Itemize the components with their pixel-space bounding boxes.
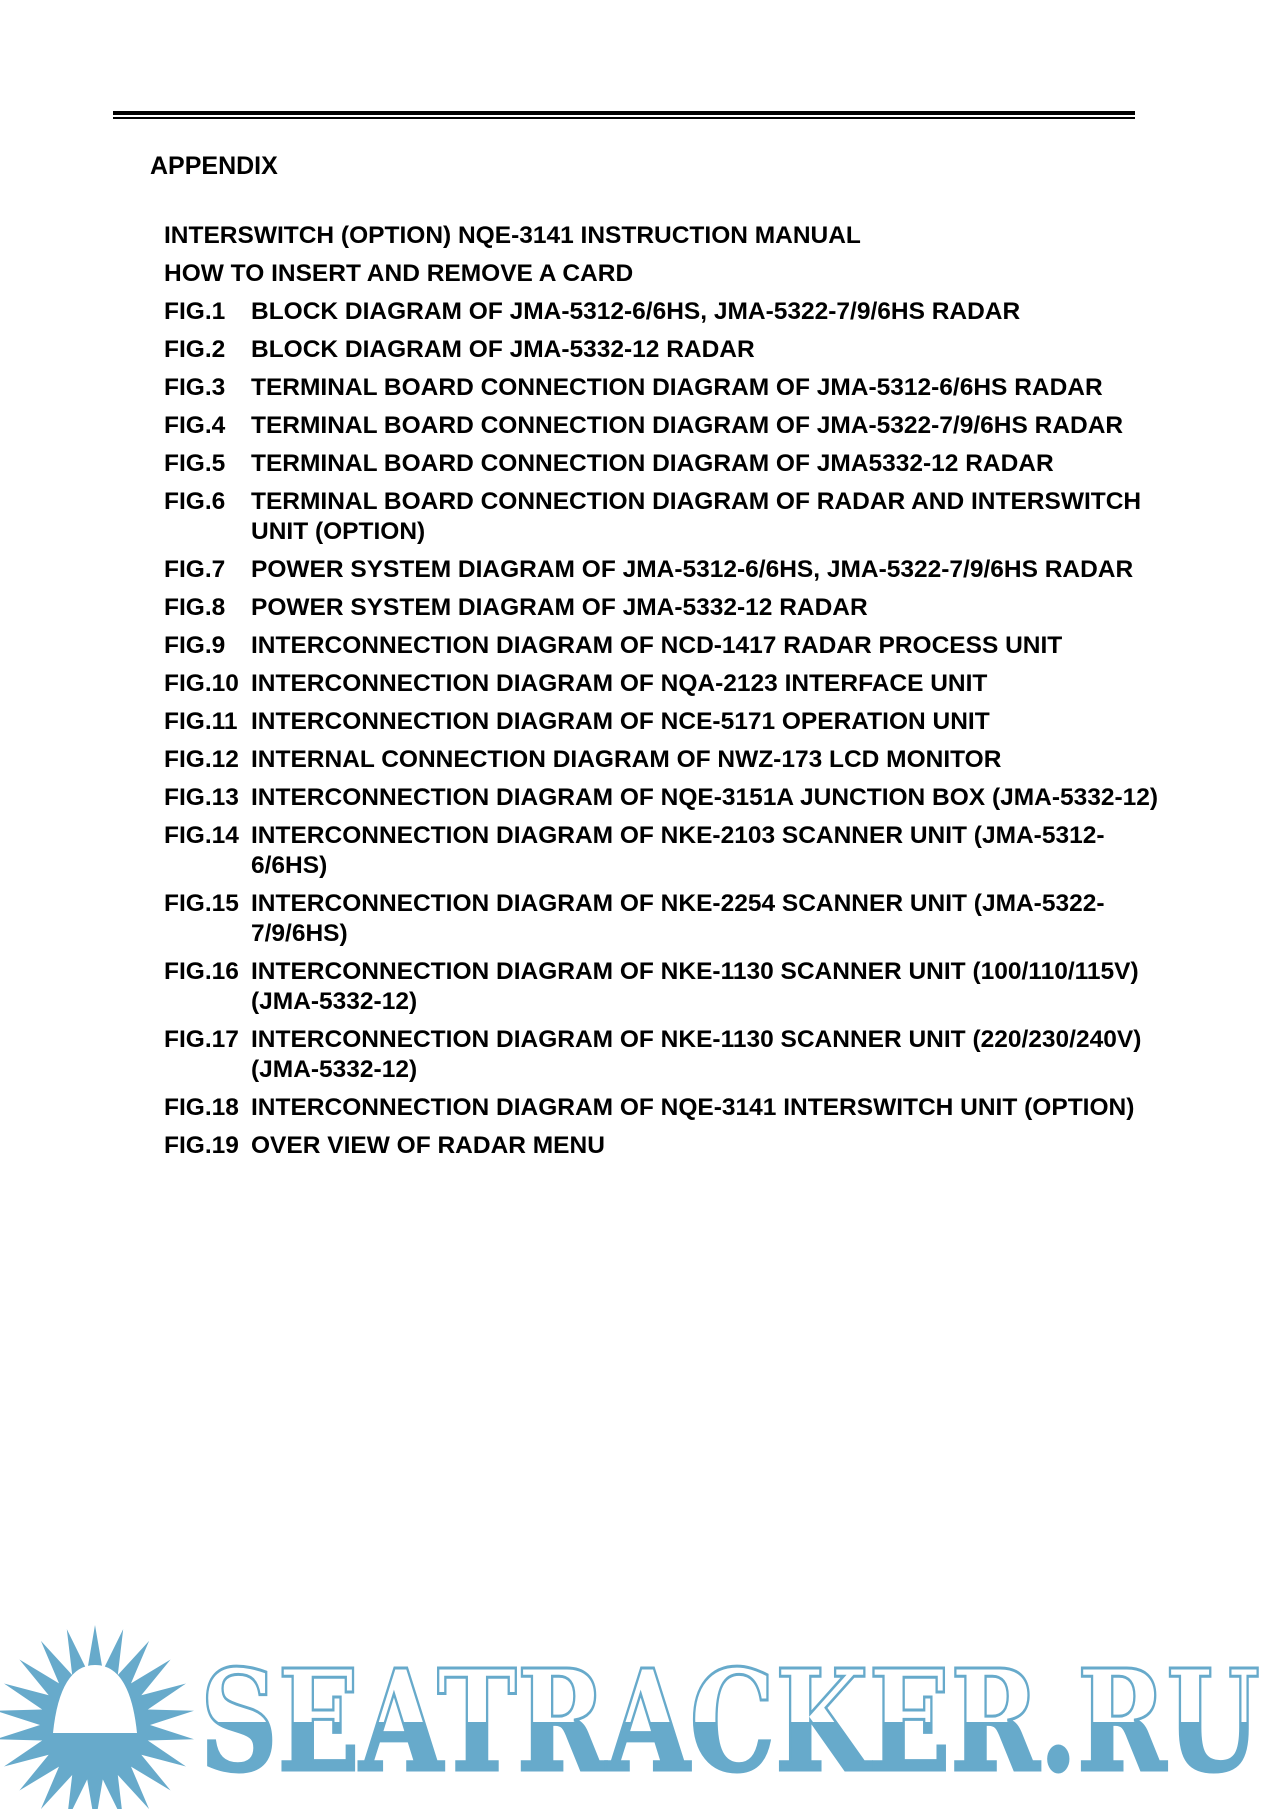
figure-title: POWER SYSTEM DIAGRAM OF JMA-5312-6/6HS, JMA-5322-7/9/6HS RADAR xyxy=(251,556,1134,583)
seatracker-watermark-logo xyxy=(0,1615,1278,1809)
figure-title: INTERCONNECTION DIAGRAM OF NCE-5171 OPERATION UNIT xyxy=(251,708,990,735)
appendix-item xyxy=(164,221,1164,251)
figure-item xyxy=(164,957,1164,1017)
figure-item xyxy=(164,631,1164,661)
figure-label: FIG.15 xyxy=(164,890,239,917)
figure-item xyxy=(164,373,1164,403)
item-text: INTERSWITCH (OPTION) NQE-3141 INSTRUCTION MANUAL xyxy=(164,222,861,249)
appendix-item xyxy=(164,259,1164,289)
figure-label: FIG.2 xyxy=(164,336,226,363)
page-title: APPENDIX xyxy=(150,152,278,180)
figure-item xyxy=(164,1093,1164,1123)
figure-label: FIG.16 xyxy=(164,958,239,985)
figure-item xyxy=(164,783,1164,813)
figure-item xyxy=(164,745,1164,775)
figure-label: FIG.17 xyxy=(164,1026,239,1053)
figure-item xyxy=(164,555,1164,585)
figure-label: FIG.18 xyxy=(164,1094,239,1121)
figure-item xyxy=(164,487,1164,547)
figure-label: FIG.10 xyxy=(164,670,239,697)
figure-item xyxy=(164,297,1164,327)
figure-title: INTERCONNECTION DIAGRAM OF NQE-3141 INTERSWITCH UNIT (OPTION) xyxy=(251,1094,1135,1121)
figure-title: INTERNAL CONNECTION DIAGRAM OF NWZ-173 LCD MONITOR xyxy=(251,746,1002,773)
figure-title: BLOCK DIAGRAM OF JMA-5312-6/6HS, JMA-5322-7/9/6HS RADAR xyxy=(251,298,1021,325)
figure-item xyxy=(164,1025,1164,1085)
figure-item xyxy=(164,889,1164,949)
figure-title: TERMINAL BOARD CONNECTION DIAGRAM OF JMA5332-12 RADAR xyxy=(251,450,1054,477)
figure-label: FIG.3 xyxy=(164,374,226,401)
figure-item xyxy=(164,821,1164,881)
figure-item xyxy=(164,335,1164,365)
figure-label: FIG.6 xyxy=(164,488,226,515)
figure-label: FIG.11 xyxy=(164,708,238,735)
figure-item xyxy=(164,449,1164,479)
figure-title: INTERCONNECTION DIAGRAM OF NKE-1130 SCANNER UNIT (220/230/240V) (JMA-5332-12) xyxy=(251,1026,1142,1083)
figure-title: INTERCONNECTION DIAGRAM OF NKE-2254 SCANNER UNIT (JMA-5322-7/9/6HS) xyxy=(251,890,1105,947)
figure-title: POWER SYSTEM DIAGRAM OF JMA-5332-12 RADAR xyxy=(251,594,868,621)
header-rule-thin xyxy=(113,117,1135,119)
figure-label: FIG.1 xyxy=(164,298,226,325)
item-text: HOW TO INSERT AND REMOVE A CARD xyxy=(164,260,634,287)
figure-label: FIG.9 xyxy=(164,632,226,659)
figure-title: TERMINAL BOARD CONNECTION DIAGRAM OF JMA-5312-6/6HS RADAR xyxy=(251,374,1103,401)
figure-title: BLOCK DIAGRAM OF JMA-5332-12 RADAR xyxy=(251,336,755,363)
appendix-contents xyxy=(164,221,1164,1169)
header-rule-thick xyxy=(113,111,1135,115)
figure-title: INTERCONNECTION DIAGRAM OF NCD-1417 RADAR PROCESS UNIT xyxy=(251,632,1063,659)
figure-title: OVER VIEW OF RADAR MENU xyxy=(251,1132,605,1159)
figure-title: INTERCONNECTION DIAGRAM OF NQA-2123 INTERFACE UNIT xyxy=(251,670,988,697)
figure-item xyxy=(164,593,1164,623)
figure-label: FIG.12 xyxy=(164,746,239,773)
figure-title: TERMINAL BOARD CONNECTION DIAGRAM OF RADAR AND INTERSWITCH UNIT (OPTION) xyxy=(251,488,1142,545)
figure-item xyxy=(164,669,1164,699)
figure-item xyxy=(164,1131,1164,1161)
figure-label: FIG.19 xyxy=(164,1132,239,1159)
figure-title: INTERCONNECTION DIAGRAM OF NQE-3151A JUNCTION BOX (JMA-5332-12) xyxy=(251,784,1159,811)
figure-label: FIG.14 xyxy=(164,822,239,849)
figure-item xyxy=(164,411,1164,441)
figure-label: FIG.8 xyxy=(164,594,226,621)
figure-label: FIG.13 xyxy=(164,784,239,811)
figure-label: FIG.5 xyxy=(164,450,226,477)
watermark-text: SEATRACKER.RU xyxy=(200,1640,1260,1804)
figure-label: FIG.7 xyxy=(164,556,226,583)
figure-item xyxy=(164,707,1164,737)
figure-label: FIG.4 xyxy=(164,412,226,439)
sun-icon xyxy=(0,1625,194,1809)
figure-title: INTERCONNECTION DIAGRAM OF NKE-2103 SCANNER UNIT (JMA-5312-6/6HS) xyxy=(251,822,1105,879)
figure-title: TERMINAL BOARD CONNECTION DIAGRAM OF JMA-5322-7/9/6HS RADAR xyxy=(251,412,1124,439)
figure-title: INTERCONNECTION DIAGRAM OF NKE-1130 SCANNER UNIT (100/110/115V) (JMA-5332-12) xyxy=(251,958,1139,1015)
